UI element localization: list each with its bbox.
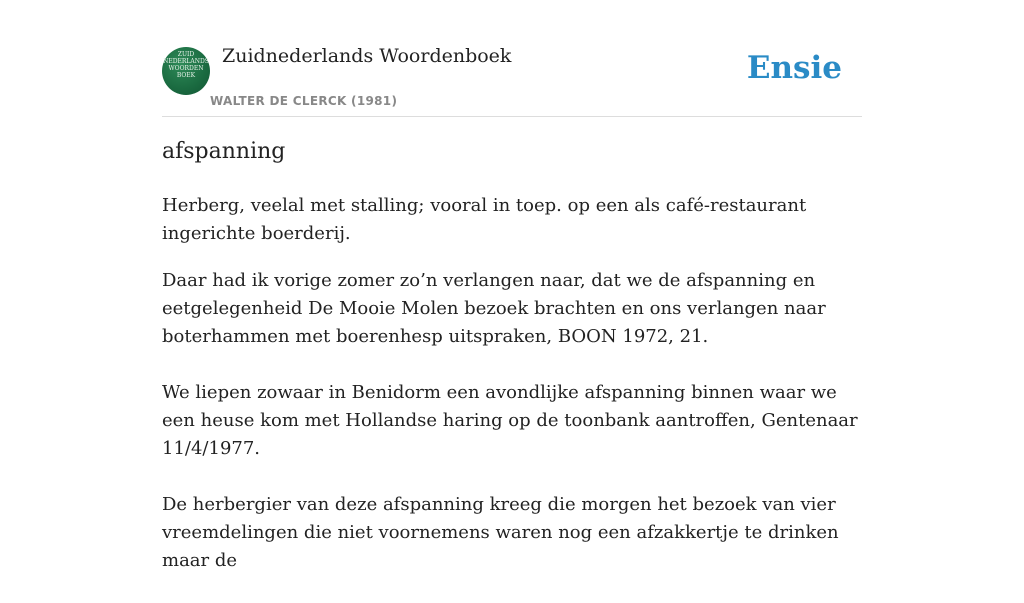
headword: afspanning [162,139,286,164]
dictionary-header [162,0,862,117]
logo-line: WOORDEN [168,65,204,72]
logo-line: NEDERLANDS [163,58,209,65]
example-quote: De herbergier van deze afspanning kreeg die morgen het bezoek van vier vreemdelingen die niet voornemens waren nog een afzakkertje te drinken maar de [162,494,839,571]
dictionary-title[interactable]: Zuidnederlands Woordenboek [222,45,512,67]
logo-line: BOEK [176,72,196,79]
dictionary-author: WALTER DE CLERCK (1981) [210,94,398,108]
brand-logo[interactable]: Ensie [746,50,842,86]
logo-line: ZUID [177,51,195,58]
definition: Herberg, veelal met stalling; vooral in toep. op een als café-restaurant ingerichte boerderij. [162,195,807,244]
example-quote: Daar had ik vorige zomer zo’n verlangen naar, dat we de afspanning en eetgelegenheid De Mooie Molen bezoek brachten en ons verlangen naar boterhammen met boerenhesp uitspraken, BOON 1972, 21. [162,270,826,347]
logo-text [162,51,210,79]
example-quote: We liepen zowaar in Benidorm een avondlijke afspanning binnen waar we een heuse kom met Hollandse haring op de toonbank aantroffen, Gentenaar 11/4/1977. [162,382,858,459]
dictionary-logo[interactable] [162,47,210,95]
page [162,0,862,571]
examples [162,267,862,603]
